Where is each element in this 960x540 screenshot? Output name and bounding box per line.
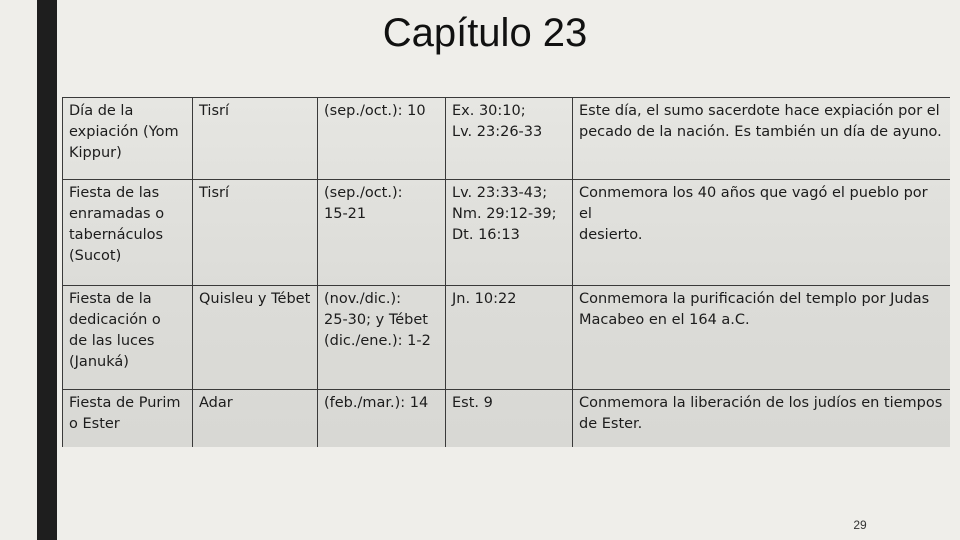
date-cell: (feb./mar.): 14 (318, 390, 446, 448)
description-cell: Conmemora la purificación del templo por Judas Macabeo en el 164 a.C. (573, 286, 951, 390)
page-number: 29 (853, 518, 867, 532)
table-row (63, 390, 951, 448)
month-cell: Tisrí (193, 98, 318, 180)
reference-cell: Ex. 30:10; Lv. 23:26-33 (446, 98, 573, 180)
table-row (63, 180, 951, 286)
description-cell: Conmemora la liberación de los judíos en tiempos de Ester. (573, 390, 951, 448)
feast-name-cell: Fiesta de las enramadas o tabernáculos (Sucot) (63, 180, 193, 286)
left-accent-bar (37, 0, 57, 540)
slide-title: Capítulo 23 (382, 11, 588, 55)
reference-cell: Jn. 10:22 (446, 286, 573, 390)
date-cell: (sep./oct.): 10 (318, 98, 446, 180)
month-cell: Adar (193, 390, 318, 448)
reference-cell: Est. 9 (446, 390, 573, 448)
month-cell: Quisleu y Tébet (193, 286, 318, 390)
table-photo (62, 97, 950, 447)
date-cell: (sep./oct.): 15-21 (318, 180, 446, 286)
feast-name-cell: Fiesta de Purim o Ester (63, 390, 193, 448)
table-row (63, 98, 951, 180)
reference-cell: Lv. 23:33-43; Nm. 29:12-39; Dt. 16:13 (446, 180, 573, 286)
table-row (63, 286, 951, 390)
date-cell: (nov./dic.): 25-30; y Tébet (dic./ene.): 1-2 (318, 286, 446, 390)
month-cell: Tisrí (193, 180, 318, 286)
feast-name-cell: Día de la expiación (Yom Kippur) (63, 98, 193, 180)
feast-name-cell: Fiesta de la dedicación o de las luces (Januká) (63, 286, 193, 390)
description-cell: Este día, el sumo sacerdote hace expiación por el pecado de la nación. Es también un día de ayuno. (573, 98, 951, 180)
feasts-table (62, 97, 950, 447)
description-cell: Conmemora los 40 años que vagó el pueblo por el desierto. (573, 180, 951, 286)
